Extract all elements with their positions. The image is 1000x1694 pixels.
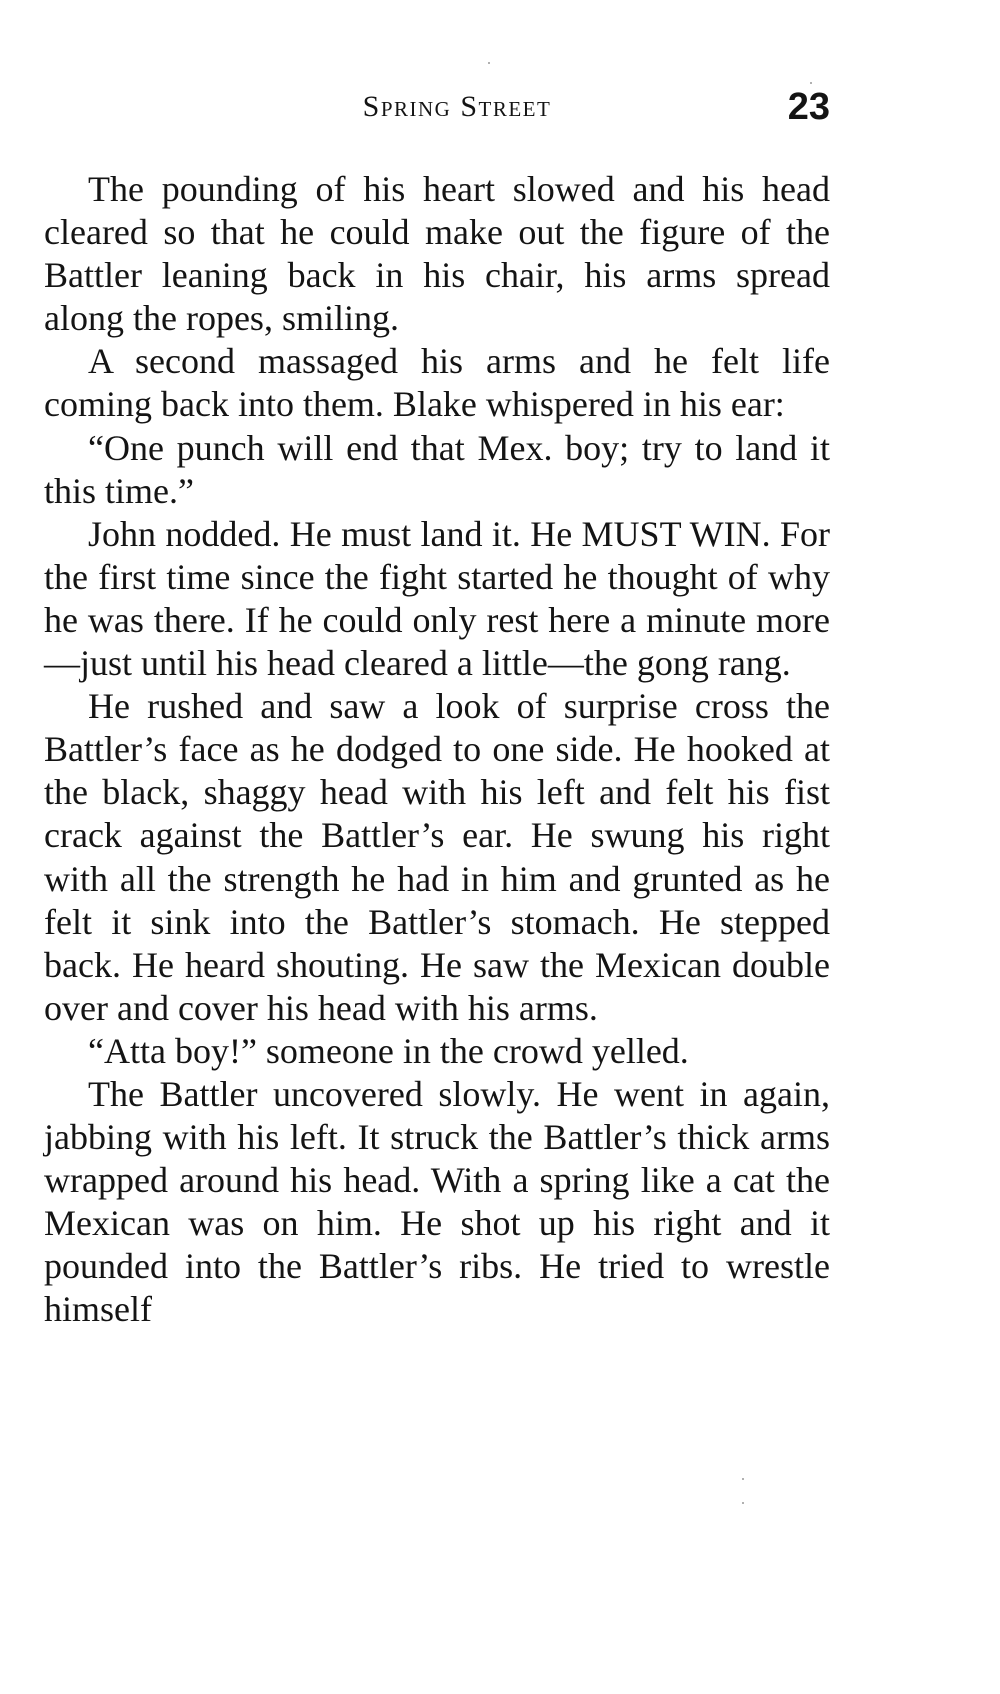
- running-title: Spring Street: [362, 90, 552, 123]
- book-page: [44, 86, 830, 1332]
- print-speck: [488, 62, 490, 64]
- paragraph: The Battler uncovered slowly. He went in again, jabbing with his left. It struck the Battler’s thick arms wrapped around his head. With a spring like a cat the Mexican was on him. He shot up his right and it pounded into the Battler’s ribs. He tried to wrestle himself: [44, 1073, 830, 1330]
- page-number: 23: [787, 86, 830, 128]
- print-speck: [742, 1478, 744, 1480]
- paragraph: A second massaged his arms and he felt life coming back into them. Blake whispered in his ear:: [44, 341, 830, 425]
- body-text: [44, 168, 830, 1332]
- paragraph: “Atta boy!” someone in the crowd yelled.: [88, 1030, 689, 1071]
- print-speck: [810, 82, 812, 84]
- print-speck: [742, 1502, 744, 1504]
- page-header: [44, 86, 830, 142]
- paragraph: The pounding of his heart slowed and his head cleared so that he could make out the figure of the Battler leaning back in his chair, his arms spread along the ropes, smiling.: [44, 169, 830, 339]
- paragraph: “One punch will end that Mex. boy; try to land it this time.”: [44, 427, 830, 511]
- paragraph: John nodded. He must land it. He MUST WIN. For the first time since the fight started he thought of why he was there. If he could only rest here a minute more—just until his head cleared a little—the gong rang.: [44, 513, 830, 684]
- paragraph: He rushed and saw a look of surprise cross the Battler’s face as he dodged to one side. He hooked at the black, shaggy head with his left and felt his fist crack against the Battler’s ear. He swung his right with all the strength he had in him and grunted as he felt it sink into the Battler’s stomach. He stepped back. He heard shouting. He saw the Mexican double over and cover his head with his arms.: [44, 686, 830, 1028]
